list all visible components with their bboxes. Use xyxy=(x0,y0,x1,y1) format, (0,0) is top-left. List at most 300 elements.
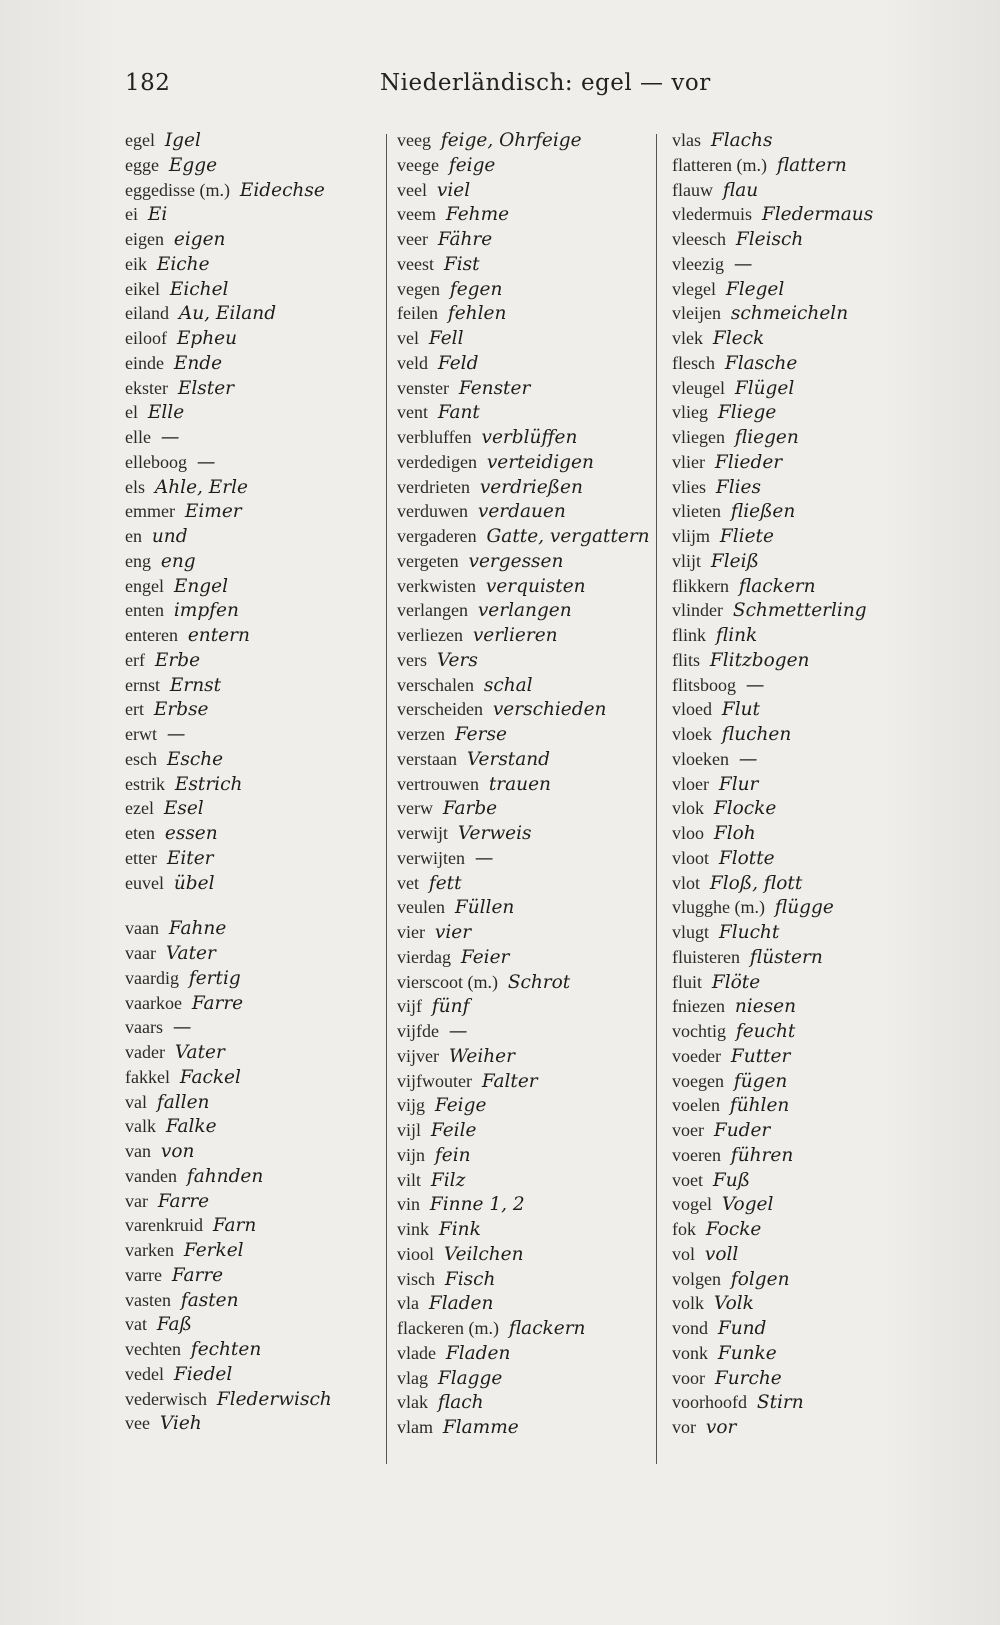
dutch-headword: vlot xyxy=(672,872,701,893)
german-equivalent: eigen xyxy=(173,229,226,250)
german-equivalent: Egge xyxy=(168,154,218,176)
dutch-headword: van xyxy=(125,1141,151,1161)
german-equivalent: Fladen xyxy=(445,1342,511,1364)
dictionary-entry xyxy=(397,821,649,846)
column-divider xyxy=(656,134,657,1464)
dutch-headword: varre xyxy=(125,1264,162,1285)
dictionary-entry xyxy=(672,1044,932,1069)
dictionary-entry xyxy=(125,673,380,698)
dutch-headword: verbluffen xyxy=(397,427,472,447)
dutch-headword: vijfde xyxy=(397,1021,439,1041)
dutch-headword: vledermuis xyxy=(672,204,752,225)
german-equivalent: Epheu xyxy=(176,328,238,349)
dutch-headword: vijfwouter xyxy=(397,1070,472,1091)
german-equivalent: fechten xyxy=(190,1339,262,1360)
dictionary-entry xyxy=(125,722,380,747)
dutch-headword: flink xyxy=(672,625,706,645)
dutch-headword: flesch xyxy=(672,352,715,373)
german-equivalent: fünf xyxy=(431,996,470,1018)
dutch-headword: vechten xyxy=(125,1339,181,1359)
dictionary-entry xyxy=(125,941,380,966)
dictionary-entry xyxy=(125,1114,380,1139)
dictionary-entry xyxy=(397,301,649,326)
german-equivalent: übel xyxy=(173,872,215,894)
dictionary-entry xyxy=(397,425,649,450)
dutch-headword: varenkruid xyxy=(125,1215,203,1236)
dictionary-entry xyxy=(672,697,932,722)
dutch-headword: verkwisten xyxy=(397,575,476,596)
german-equivalent: entern xyxy=(187,625,250,646)
dictionary-entry xyxy=(672,425,932,450)
dictionary-entry xyxy=(397,524,649,549)
german-equivalent: impfen xyxy=(173,600,239,622)
dutch-headword: vel xyxy=(397,328,419,348)
dutch-headword: verzen xyxy=(397,724,445,744)
german-equivalent: verdrießen xyxy=(479,476,583,498)
dictionary-entry xyxy=(672,796,932,821)
german-equivalent: Fiedel xyxy=(173,1363,233,1385)
dutch-headword: flauw xyxy=(672,179,713,200)
dictionary-entry xyxy=(672,252,932,277)
german-equivalent: Fell xyxy=(428,328,464,349)
german-equivalent: Ende xyxy=(173,352,223,374)
dutch-headword: fluisteren xyxy=(672,946,740,967)
dictionary-entry xyxy=(397,1093,649,1118)
german-equivalent: Fleck xyxy=(712,328,765,349)
german-equivalent: Au, Eiland xyxy=(178,303,277,325)
dictionary-entry xyxy=(125,1139,380,1164)
dictionary-entry xyxy=(125,1411,380,1436)
dictionary-entry xyxy=(672,326,932,351)
german-equivalent: Flitzbogen xyxy=(709,649,810,671)
dutch-headword: flatteren (m.) xyxy=(672,154,767,175)
dictionary-entry xyxy=(125,916,380,941)
german-equivalent: fehlen xyxy=(447,303,507,325)
dictionary-entry xyxy=(397,376,649,401)
german-equivalent: Farbe xyxy=(442,798,498,820)
dictionary-entry xyxy=(125,821,380,846)
dutch-headword: vloot xyxy=(672,847,710,868)
dictionary-entry xyxy=(397,499,649,524)
german-equivalent: Erbe xyxy=(154,649,201,671)
german-equivalent: viel xyxy=(436,179,471,201)
dictionary-entry xyxy=(125,128,380,153)
dutch-headword: enten xyxy=(125,600,164,621)
german-equivalent: Vater xyxy=(165,943,216,964)
dictionary-entry xyxy=(672,351,932,376)
dutch-headword: viool xyxy=(397,1243,435,1264)
dictionary-entry xyxy=(397,1069,649,1094)
dictionary-entry xyxy=(397,1143,649,1168)
dictionary-entry xyxy=(125,1238,380,1263)
dutch-headword: volgen xyxy=(672,1268,721,1289)
dutch-headword: vijver xyxy=(397,1045,439,1066)
german-equivalent: Farre xyxy=(191,992,244,1014)
dutch-headword: euvel xyxy=(125,872,164,893)
german-equivalent: Vieh xyxy=(159,1413,202,1435)
dictionary-entry xyxy=(125,376,380,401)
dutch-headword: veege xyxy=(397,154,439,175)
german-equivalent: Flocke xyxy=(713,798,777,820)
dutch-headword: engel xyxy=(125,575,164,596)
dutch-headword: ezel xyxy=(125,798,154,819)
dictionary-entry xyxy=(125,425,380,450)
german-equivalent: von xyxy=(160,1141,195,1162)
dutch-headword: vlek xyxy=(672,328,703,348)
german-equivalent: Flöte xyxy=(711,971,761,993)
dutch-headword: veulen xyxy=(397,897,445,918)
dutch-headword: els xyxy=(125,476,145,497)
dutch-headword: veel xyxy=(397,179,427,200)
dutch-headword: el xyxy=(125,402,138,423)
dictionary-entry xyxy=(125,1213,380,1238)
dutch-headword: vleezig xyxy=(672,253,724,274)
dutch-headword: vet xyxy=(397,872,419,893)
german-equivalent: Eidechse xyxy=(239,179,325,201)
dictionary-entry xyxy=(397,400,649,425)
dutch-headword: vijn xyxy=(397,1144,426,1165)
dictionary-entry xyxy=(672,549,932,574)
german-equivalent: Flotte xyxy=(718,847,775,869)
german-equivalent: Farre xyxy=(171,1264,224,1286)
dutch-headword: estrik xyxy=(125,773,165,794)
german-equivalent: Filz xyxy=(430,1169,466,1191)
german-equivalent: — xyxy=(474,847,494,869)
dictionary-entry xyxy=(672,128,932,153)
dictionary-entry xyxy=(397,1044,649,1069)
dutch-headword: vogel xyxy=(672,1194,712,1215)
german-equivalent: Feile xyxy=(430,1120,477,1141)
dutch-headword: etter xyxy=(125,847,157,868)
dutch-headword: verscheiden xyxy=(397,699,483,720)
dutch-headword: verstaan xyxy=(397,748,457,769)
dutch-headword: vlugghe (m.) xyxy=(672,897,765,918)
dictionary-entry xyxy=(397,252,649,277)
dictionary-entry xyxy=(125,153,380,178)
dictionary-entry xyxy=(397,697,649,722)
german-equivalent: feige, Ohrfeige xyxy=(440,130,582,151)
german-equivalent: fügen xyxy=(733,1070,788,1092)
dutch-headword: vederwisch xyxy=(125,1388,207,1409)
dictionary-entry xyxy=(125,598,380,623)
german-equivalent: Volk xyxy=(713,1293,754,1315)
german-equivalent: Flur xyxy=(718,773,759,795)
german-equivalent: Ei xyxy=(147,204,168,226)
dutch-headword: flikkern xyxy=(672,575,729,596)
dutch-headword: eiloof xyxy=(125,328,167,348)
dutch-headword: flackeren (m.) xyxy=(397,1318,499,1338)
german-equivalent: flink xyxy=(715,625,758,646)
dictionary-entry xyxy=(125,202,380,227)
german-equivalent: Ferse xyxy=(454,724,507,745)
dutch-headword: vijg xyxy=(397,1095,426,1116)
dictionary-entry xyxy=(397,277,649,302)
dictionary-entry xyxy=(672,202,932,227)
german-equivalent: führen xyxy=(730,1144,794,1166)
german-equivalent: feucht xyxy=(735,1021,796,1042)
german-equivalent: Esel xyxy=(163,798,204,820)
dictionary-entry xyxy=(125,227,380,252)
dutch-headword: vergaderen xyxy=(397,526,477,546)
dutch-headword: vloek xyxy=(672,724,712,744)
dictionary-entry xyxy=(125,697,380,722)
dutch-headword: eiland xyxy=(125,303,169,324)
dictionary-entry xyxy=(672,227,932,252)
dutch-headword: vedel xyxy=(125,1363,164,1384)
dictionary-entry xyxy=(125,1189,380,1214)
german-equivalent: fasten xyxy=(180,1289,239,1311)
dictionary-entry xyxy=(672,895,932,920)
german-equivalent: Flies xyxy=(715,476,762,498)
dutch-headword: vertrouwen xyxy=(397,773,479,794)
dutch-headword: vloo xyxy=(672,823,705,843)
dictionary-entry xyxy=(672,945,932,970)
dictionary-entry xyxy=(125,326,380,351)
dutch-headword: verduwen xyxy=(397,501,468,522)
dictionary-entry xyxy=(397,128,649,153)
german-equivalent: voll xyxy=(704,1243,739,1265)
dutch-headword: voegen xyxy=(672,1070,724,1091)
dutch-headword: vaar xyxy=(125,943,156,963)
dictionary-entry xyxy=(125,400,380,425)
dictionary-entry xyxy=(397,1019,649,1044)
dictionary-entry xyxy=(672,1242,932,1267)
dutch-headword: verwijt xyxy=(397,823,448,843)
german-equivalent: verschieden xyxy=(492,699,607,721)
german-equivalent: Veilchen xyxy=(443,1243,524,1265)
dutch-headword: venster xyxy=(397,377,449,398)
dictionary-entry xyxy=(397,846,649,871)
dictionary-entry xyxy=(125,1065,380,1090)
dutch-headword: egge xyxy=(125,154,159,175)
dutch-headword: ekster xyxy=(125,377,168,398)
dutch-headword: ei xyxy=(125,204,138,225)
german-equivalent: flattern xyxy=(776,154,847,176)
dutch-headword: flits xyxy=(672,649,701,670)
dictionary-entry xyxy=(125,1288,380,1313)
dutch-headword: vloer xyxy=(672,773,709,794)
dictionary-entry xyxy=(672,1415,932,1440)
dictionary-entry xyxy=(672,994,932,1019)
dutch-headword: vergeten xyxy=(397,550,459,571)
german-equivalent: fegen xyxy=(449,278,503,300)
dictionary-entry xyxy=(672,970,932,995)
german-equivalent: Fähre xyxy=(437,229,493,250)
german-equivalent: Flachs xyxy=(710,130,773,151)
german-equivalent: verlieren xyxy=(472,625,558,646)
dutch-headword: fok xyxy=(672,1219,696,1239)
dictionary-entry xyxy=(672,648,932,673)
dictionary-entry xyxy=(397,871,649,896)
german-equivalent: Erbse xyxy=(153,699,209,721)
german-equivalent: Futter xyxy=(730,1045,791,1067)
german-equivalent: Flasche xyxy=(724,352,798,374)
german-equivalent: — xyxy=(166,724,186,745)
german-equivalent: Verweis xyxy=(457,823,532,844)
german-equivalent: Estrich xyxy=(174,773,243,795)
dictionary-entry xyxy=(672,1069,932,1094)
german-equivalent: Farn xyxy=(212,1215,257,1237)
german-equivalent: verquisten xyxy=(485,575,586,597)
dictionary-entry xyxy=(672,1366,932,1391)
dutch-headword: vent xyxy=(397,402,428,423)
dictionary-entry xyxy=(397,326,649,351)
german-equivalent: vor xyxy=(705,1417,737,1438)
dutch-headword: vor xyxy=(672,1417,696,1437)
dictionary-entry xyxy=(672,574,932,599)
dutch-headword: vlam xyxy=(397,1417,433,1437)
german-equivalent: verdauen xyxy=(477,501,566,523)
dictionary-entry xyxy=(125,1337,380,1362)
german-equivalent: Esche xyxy=(166,748,224,770)
german-equivalent: Fledermaus xyxy=(761,204,874,226)
german-equivalent: — xyxy=(745,674,765,696)
german-equivalent: flügge xyxy=(774,897,834,919)
dutch-headword: elle xyxy=(125,427,151,447)
dutch-headword: fluit xyxy=(672,971,702,992)
german-equivalent: — xyxy=(738,748,758,770)
dutch-headword: veest xyxy=(397,253,434,274)
german-equivalent: Fleiß xyxy=(710,550,759,572)
german-equivalent: Feld xyxy=(437,352,479,374)
dutch-headword: erf xyxy=(125,649,145,670)
dutch-headword: vlok xyxy=(672,798,705,819)
dutch-headword: vlijt xyxy=(672,550,702,571)
german-equivalent: Flagge xyxy=(437,1367,503,1389)
dictionary-entry xyxy=(125,450,380,475)
dutch-headword: vier xyxy=(397,922,425,942)
dutch-headword: vlijm xyxy=(672,526,711,546)
german-equivalent: fluchen xyxy=(721,724,792,745)
german-equivalent: Furche xyxy=(714,1367,782,1389)
dictionary-entry xyxy=(125,351,380,376)
dutch-headword: vlies xyxy=(672,476,706,497)
german-equivalent: Floh xyxy=(713,823,756,844)
dictionary-entry xyxy=(125,1015,380,1040)
dutch-headword: vlinder xyxy=(672,600,723,621)
dutch-headword: vond xyxy=(672,1318,708,1338)
dutch-headword: volk xyxy=(672,1293,705,1314)
german-equivalent: fliegen xyxy=(734,427,799,448)
dutch-headword: einde xyxy=(125,352,164,373)
german-equivalent: vergessen xyxy=(468,550,564,572)
dictionary-entry xyxy=(125,1164,380,1189)
dutch-headword: varken xyxy=(125,1240,174,1260)
dictionary-entry xyxy=(397,1168,649,1193)
dictionary-entry xyxy=(672,920,932,945)
dutch-headword: veeg xyxy=(397,130,431,150)
dutch-headword: feilen xyxy=(397,303,438,324)
dutch-headword: vierdag xyxy=(397,946,451,967)
dictionary-entry xyxy=(397,574,649,599)
german-equivalent: schmeicheln xyxy=(730,303,849,325)
dictionary-entry xyxy=(125,623,380,648)
german-equivalent: flau xyxy=(722,179,759,201)
german-equivalent: verlangen xyxy=(477,600,572,622)
dictionary-entry xyxy=(125,648,380,673)
dictionary-entry xyxy=(672,1093,932,1118)
dictionary-entry xyxy=(397,994,649,1019)
dictionary-entry xyxy=(125,966,380,991)
dutch-headword: eggedisse (m.) xyxy=(125,179,230,200)
dictionary-entry xyxy=(672,1019,932,1044)
german-equivalent: Flieder xyxy=(714,451,783,473)
dutch-headword: vochtig xyxy=(672,1021,726,1041)
dutch-headword: eng xyxy=(125,550,151,571)
dutch-headword: flitsboog xyxy=(672,674,737,695)
german-equivalent: Fenster xyxy=(458,377,531,399)
dutch-headword: fakkel xyxy=(125,1066,170,1087)
dictionary-entry xyxy=(672,178,932,203)
dutch-headword: voelen xyxy=(672,1095,720,1116)
german-equivalent: und xyxy=(151,526,188,547)
german-equivalent: fühlen xyxy=(729,1095,790,1117)
dutch-headword: vlier xyxy=(672,451,705,472)
german-equivalent: Elster xyxy=(177,377,235,399)
dutch-headword: vlugt xyxy=(672,922,710,942)
dutch-headword: vonk xyxy=(672,1342,708,1363)
german-equivalent: Fackel xyxy=(179,1066,241,1088)
german-equivalent: Feige xyxy=(434,1095,487,1117)
dutch-headword: vleesch xyxy=(672,229,726,249)
dictionary-entry xyxy=(397,1192,649,1217)
dictionary-entry xyxy=(672,722,932,747)
dictionary-entry xyxy=(672,1118,932,1143)
dictionary-entry xyxy=(672,821,932,846)
german-equivalent: Eichel xyxy=(169,278,229,300)
dictionary-entry xyxy=(397,1390,649,1415)
dictionary-entry xyxy=(125,301,380,326)
german-equivalent: Verstand xyxy=(466,748,551,770)
dictionary-entry xyxy=(125,475,380,500)
german-equivalent: Stirn xyxy=(756,1392,804,1414)
german-equivalent: Fuder xyxy=(713,1120,771,1141)
dictionary-entry xyxy=(397,351,649,376)
german-equivalent: flüstern xyxy=(749,946,823,968)
dutch-headword: visch xyxy=(397,1268,435,1289)
dictionary-entry xyxy=(672,499,932,524)
dutch-headword: vijl xyxy=(397,1120,422,1140)
german-equivalent: flackern xyxy=(508,1318,586,1339)
german-equivalent: Fliege xyxy=(717,402,777,424)
dutch-headword: verschalen xyxy=(397,674,474,695)
dutch-headword: vaan xyxy=(125,918,159,939)
dictionary-entry xyxy=(397,1316,649,1341)
german-equivalent: Fladen xyxy=(428,1293,494,1315)
dutch-headword: enteren xyxy=(125,625,178,645)
dictionary-entry xyxy=(397,895,649,920)
dictionary-entry xyxy=(672,1267,932,1292)
german-equivalent: — xyxy=(196,451,216,473)
german-equivalent: Fund xyxy=(717,1318,767,1339)
dictionary-entry xyxy=(125,772,380,797)
dictionary-entry xyxy=(125,1312,380,1337)
german-equivalent: Farre xyxy=(157,1190,210,1212)
dictionary-entry xyxy=(397,202,649,227)
german-equivalent: Eiche xyxy=(156,253,210,275)
dictionary-entry xyxy=(672,1143,932,1168)
dictionary-entry xyxy=(397,722,649,747)
german-equivalent: fein xyxy=(434,1144,471,1166)
dictionary-entry xyxy=(125,1362,380,1387)
dictionary-entry xyxy=(672,747,932,772)
german-equivalent: Ernst xyxy=(169,674,222,696)
dictionary-entry xyxy=(672,623,932,648)
dictionary-entry xyxy=(397,450,649,475)
dutch-headword: eigen xyxy=(125,229,164,249)
dutch-headword: vlag xyxy=(397,1367,428,1388)
column-2 xyxy=(397,128,649,1440)
